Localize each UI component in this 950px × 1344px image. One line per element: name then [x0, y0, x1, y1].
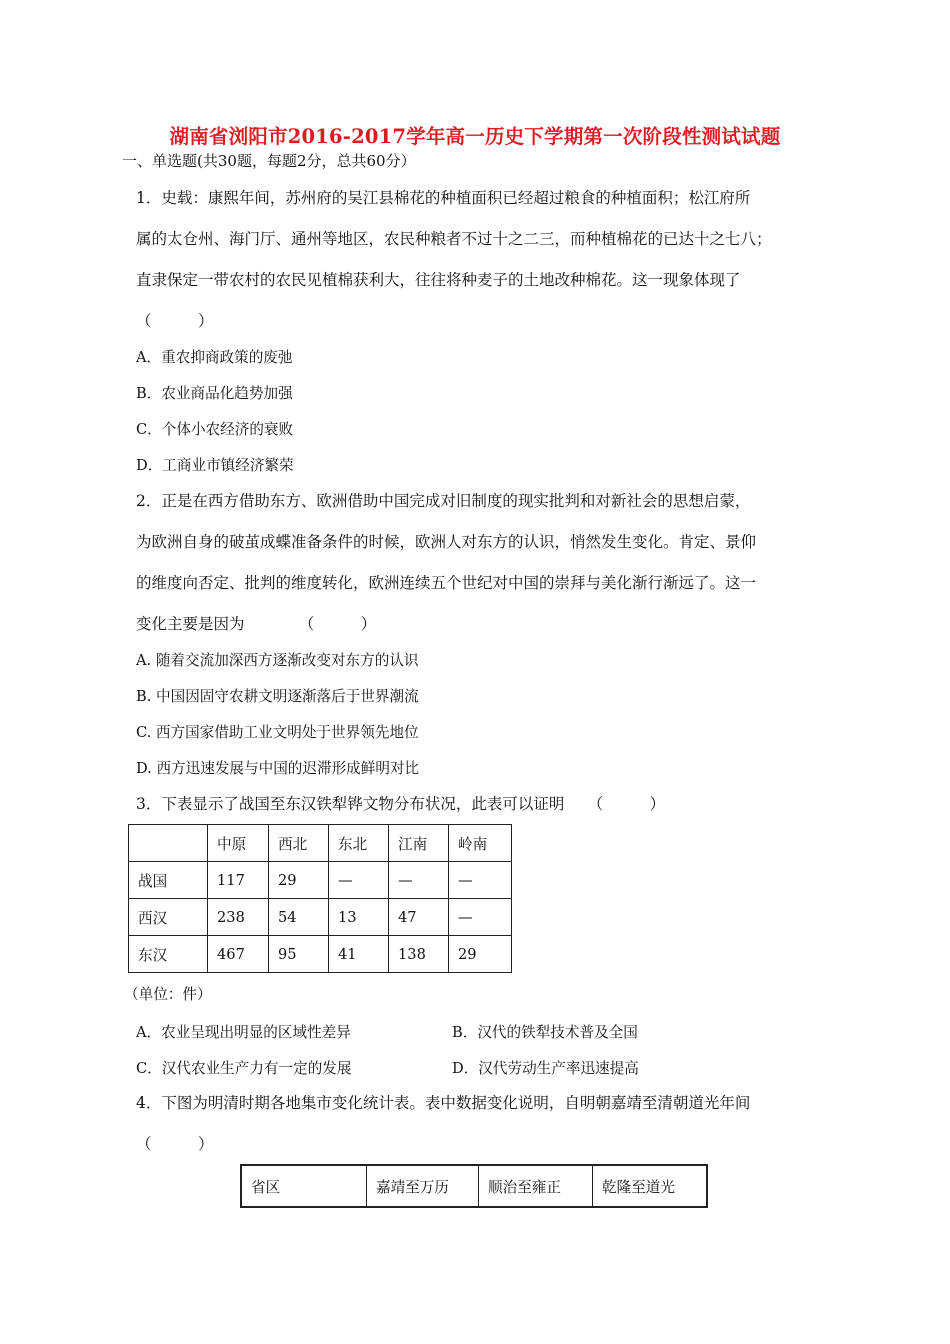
table-cell: 西北	[269, 825, 329, 862]
q2-option-d: D. 西方迅速发展与中国的迟滞形成鲜明对比	[136, 760, 420, 777]
table-row	[129, 862, 512, 899]
table-cell: 顺治至雍正	[479, 1165, 593, 1207]
table-cell: 嘉靖至万历	[367, 1165, 479, 1207]
table-cell: 乾隆至道光	[593, 1165, 708, 1207]
table-cell: —	[449, 862, 512, 899]
q3-unit-note: （单位：件）	[124, 986, 212, 1003]
table-cell: 138	[389, 936, 449, 973]
q2-line-3: 的维度向否定、批判的维度转化，欧洲连续五个世纪对中国的崇拜与美化渐行渐远了。这一	[136, 574, 757, 592]
table-cell: 东汉	[129, 936, 208, 973]
table-header-row	[129, 825, 512, 862]
q1-line-2: 属的太仓州、海门厅、通州等地区，农民种粮者不过十之二三，而种植棉花的已达十之七八；	[136, 230, 772, 248]
q1-answer-paren: （ ）	[136, 312, 214, 330]
table-cell: 东北	[329, 825, 389, 862]
q4-table	[240, 1164, 708, 1208]
q2-line-4: 变化主要是因为 （ ）	[136, 615, 377, 633]
table-cell: 29	[449, 936, 512, 973]
table-cell: 467	[208, 936, 269, 973]
table-cell: 95	[269, 936, 329, 973]
q1-option-b: B．农业商品化趋势加强	[136, 385, 293, 402]
table-cell: —	[389, 862, 449, 899]
table-cell: 江南	[389, 825, 449, 862]
q2-line-2: 为欧洲自身的破茧成蝶准备条件的时候，欧洲人对东方的认识，悄然发生变化。肯定、景仰	[136, 533, 757, 551]
q2-option-c: C. 西方国家借助工业文明处于世界领先地位	[136, 724, 419, 741]
table-cell: —	[449, 899, 512, 936]
q1-option-a: A．重农抑商政策的废弛	[136, 349, 293, 366]
q2-line-1: 2．正是在西方借助东方、欧洲借助中国完成对旧制度的现实批判和对新社会的思想启蒙，	[136, 492, 751, 510]
q1-line-3: 直隶保定一带农村的农民见植棉获利大，往往将种麦子的土地改种棉花。这一现象体现了	[136, 271, 741, 289]
table-row	[129, 899, 512, 936]
q3-option-c: C．汉代农业生产力有一定的发展	[136, 1060, 352, 1077]
q1-option-d: D．工商业市镇经济繁荣	[136, 457, 294, 474]
table-cell: 54	[269, 899, 329, 936]
table-cell: 13	[329, 899, 389, 936]
table-cell: 岭南	[449, 825, 512, 862]
table-cell: —	[329, 862, 389, 899]
q3-option-a: A．农业呈现出明显的区域性差异	[136, 1024, 351, 1041]
q1-line-1: 1．史载：康熙年间，苏州府的吴江县棉花的种植面积已经超过粮食的种植面积；松江府所	[136, 189, 751, 207]
table-cell: 中原	[208, 825, 269, 862]
q1-option-c: C．个体小农经济的衰败	[136, 421, 294, 438]
section-heading: 一、单选题(共30题，每题2分，总共60分）	[122, 152, 416, 170]
table-cell: 238	[208, 899, 269, 936]
table-header-row	[241, 1165, 707, 1207]
q2-option-a: A. 随着交流加深西方逐渐改变对东方的认识	[136, 652, 419, 669]
table-cell: 117	[208, 862, 269, 899]
table-cell: 省区	[241, 1165, 367, 1207]
q4-line-1: 4．下图为明清时期各地集市变化统计表。表中数据变化说明，自明朝嘉靖至清朝道光年间	[136, 1094, 751, 1112]
table-cell: 41	[329, 936, 389, 973]
table-cell: 29	[269, 862, 329, 899]
table-row	[129, 936, 512, 973]
q2-option-b: B. 中国因固守农耕文明逐渐落后于世界潮流	[136, 688, 419, 705]
table-cell: 战国	[129, 862, 208, 899]
q3-line-1: 3．下表显示了战国至东汉铁犁铧文物分布状况，此表可以证明 （ ）	[136, 795, 666, 813]
q3-option-b: B．汉代的铁犁技术普及全国	[452, 1024, 638, 1041]
document-title: 湖南省浏阳市2016-2017学年高一历史下学期第一次阶段性测试试题	[169, 125, 781, 148]
q4-answer-paren: （ ）	[136, 1135, 214, 1153]
q3-table	[128, 824, 512, 973]
table-cell: 西汉	[129, 899, 208, 936]
table-cell	[129, 825, 208, 862]
table-cell: 47	[389, 899, 449, 936]
q3-option-d: D．汉代劳动生产率迅速提高	[452, 1060, 639, 1077]
